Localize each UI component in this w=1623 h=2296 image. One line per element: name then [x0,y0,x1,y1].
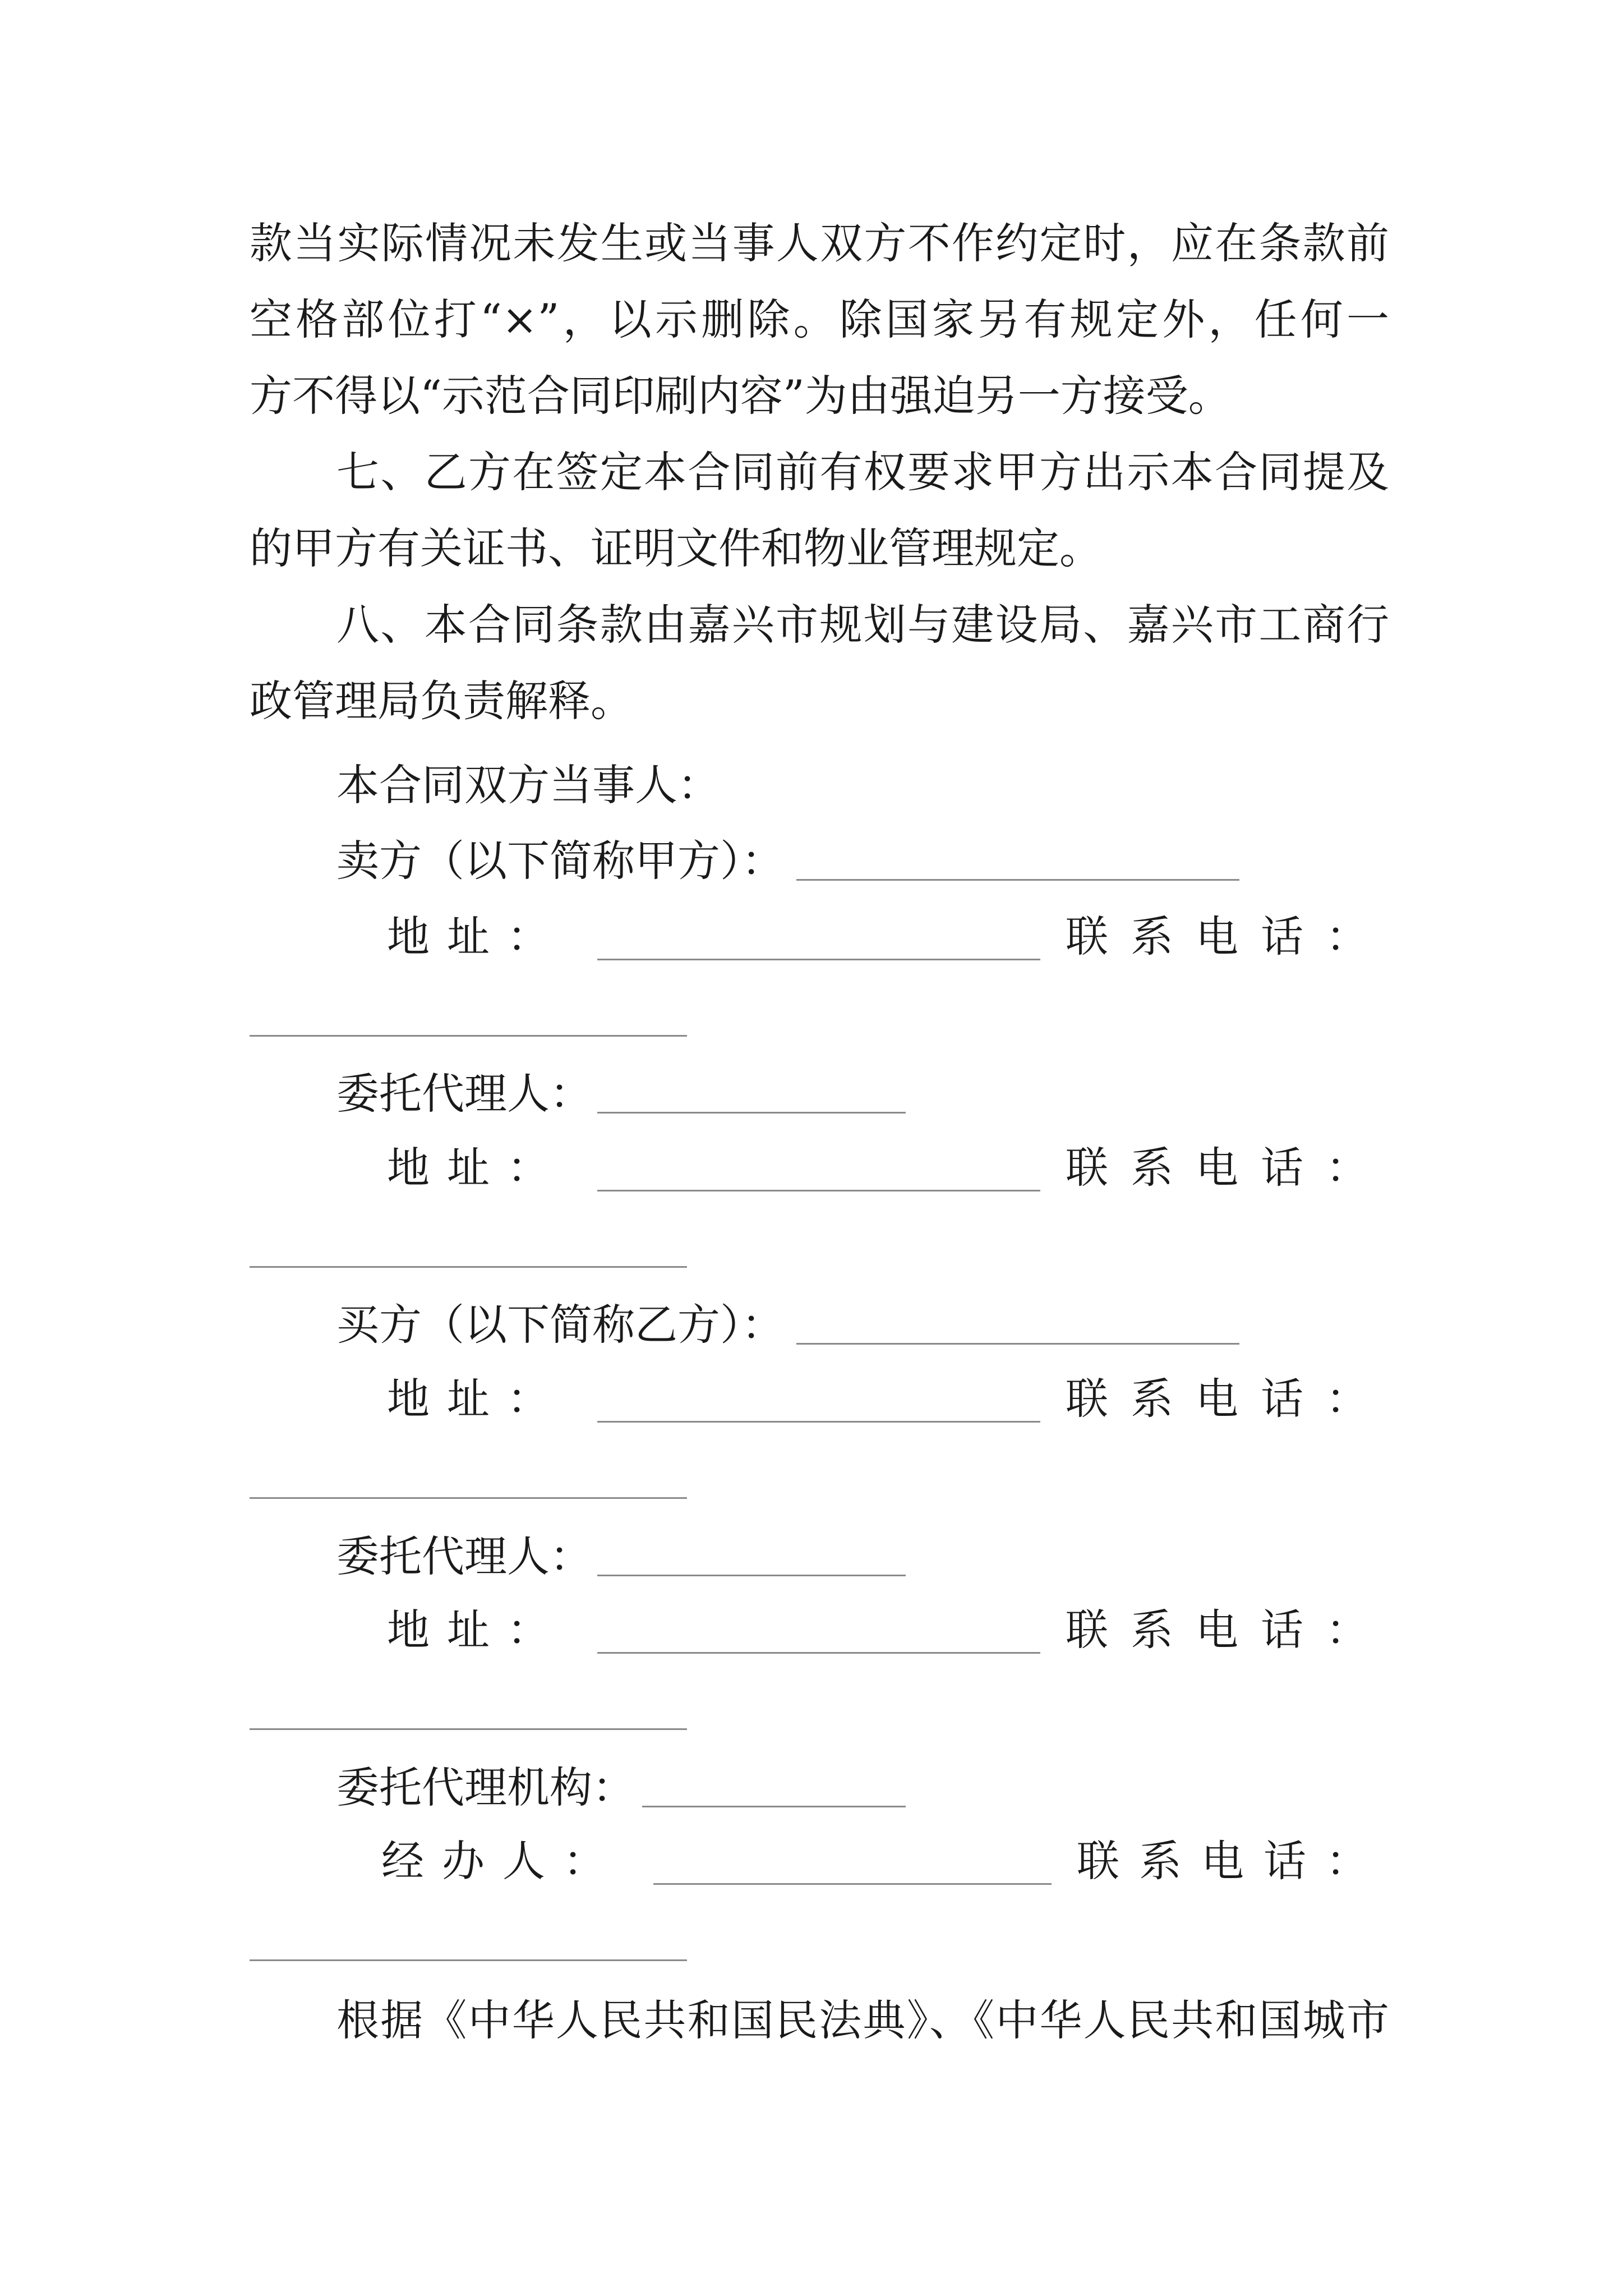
seller-label: 卖方（以下简称甲方）： [336,836,784,886]
paragraph-line: 方不得以“示范合同印刷内容”为由强迫另一方接受。 [250,371,1231,421]
seller-agent-phone-field[interactable] [250,1266,687,1268]
seller-name-field[interactable] [796,879,1239,881]
paragraph-line: 七、乙方在签定本合同前有权要求甲方出示本合同提及 [336,447,1389,497]
seller-address-field[interactable] [597,959,1040,960]
phone-label: 联 系 电 话 ： [1066,1605,1368,1655]
buyer-address-field[interactable] [597,1421,1040,1423]
parties-heading: 本合同双方当事人： [336,760,720,810]
address-label: 地 址 ： [387,1374,550,1424]
paragraph-line: 政管理局负责解释。 [250,676,633,726]
seller-agent-field[interactable] [597,1112,906,1114]
address-label: 地 址 ： [387,912,550,961]
address-label: 地 址 ： [387,1143,550,1193]
address-label: 地 址 ： [387,1605,550,1655]
buyer-label: 买方（以下简称乙方）： [336,1300,784,1350]
paragraph-line: 空格部位打“×”，以示删除。除国家另有规定外，任何一 [250,295,1389,344]
phone-label: 联 系 电 话 ： [1066,1143,1368,1193]
phone-label: 联 系 电 话 ： [1077,1836,1368,1886]
agent-label: 委托代理人： [336,1531,592,1581]
paragraph-line: 款当实际情况未发生或当事人双方不作约定时，应在条款前 [250,218,1389,268]
seller-phone-field[interactable] [250,1035,687,1037]
agency-label: 委托代理机构： [336,1763,635,1812]
buyer-agent-address-field[interactable] [597,1652,1040,1654]
buyer-phone-field[interactable] [250,1497,687,1499]
paragraph-line: 八、本合同条款由嘉兴市规划与建设局、嘉兴市工商行 [336,600,1389,650]
closing-line: 根据《中华人民共和国民法典》、《中华人民共和国城市 [336,1995,1389,2045]
agency-field[interactable] [642,1806,906,1807]
paragraph-line: 的甲方有关证书、证明文件和物业管理规定。 [250,523,1102,573]
buyer-agent-field[interactable] [597,1575,906,1576]
handler-field[interactable] [653,1883,1052,1885]
phone-label: 联 系 电 话 ： [1066,1374,1368,1424]
buyer-name-field[interactable] [796,1343,1239,1345]
handler-label: 经 办 人 ： [381,1836,606,1886]
handler-phone-field[interactable] [250,1959,687,1961]
seller-agent-address-field[interactable] [597,1190,1040,1191]
phone-label: 联 系 电 话 ： [1066,912,1368,961]
agent-label: 委托代理人： [336,1069,592,1119]
buyer-agent-phone-field[interactable] [250,1728,687,1730]
